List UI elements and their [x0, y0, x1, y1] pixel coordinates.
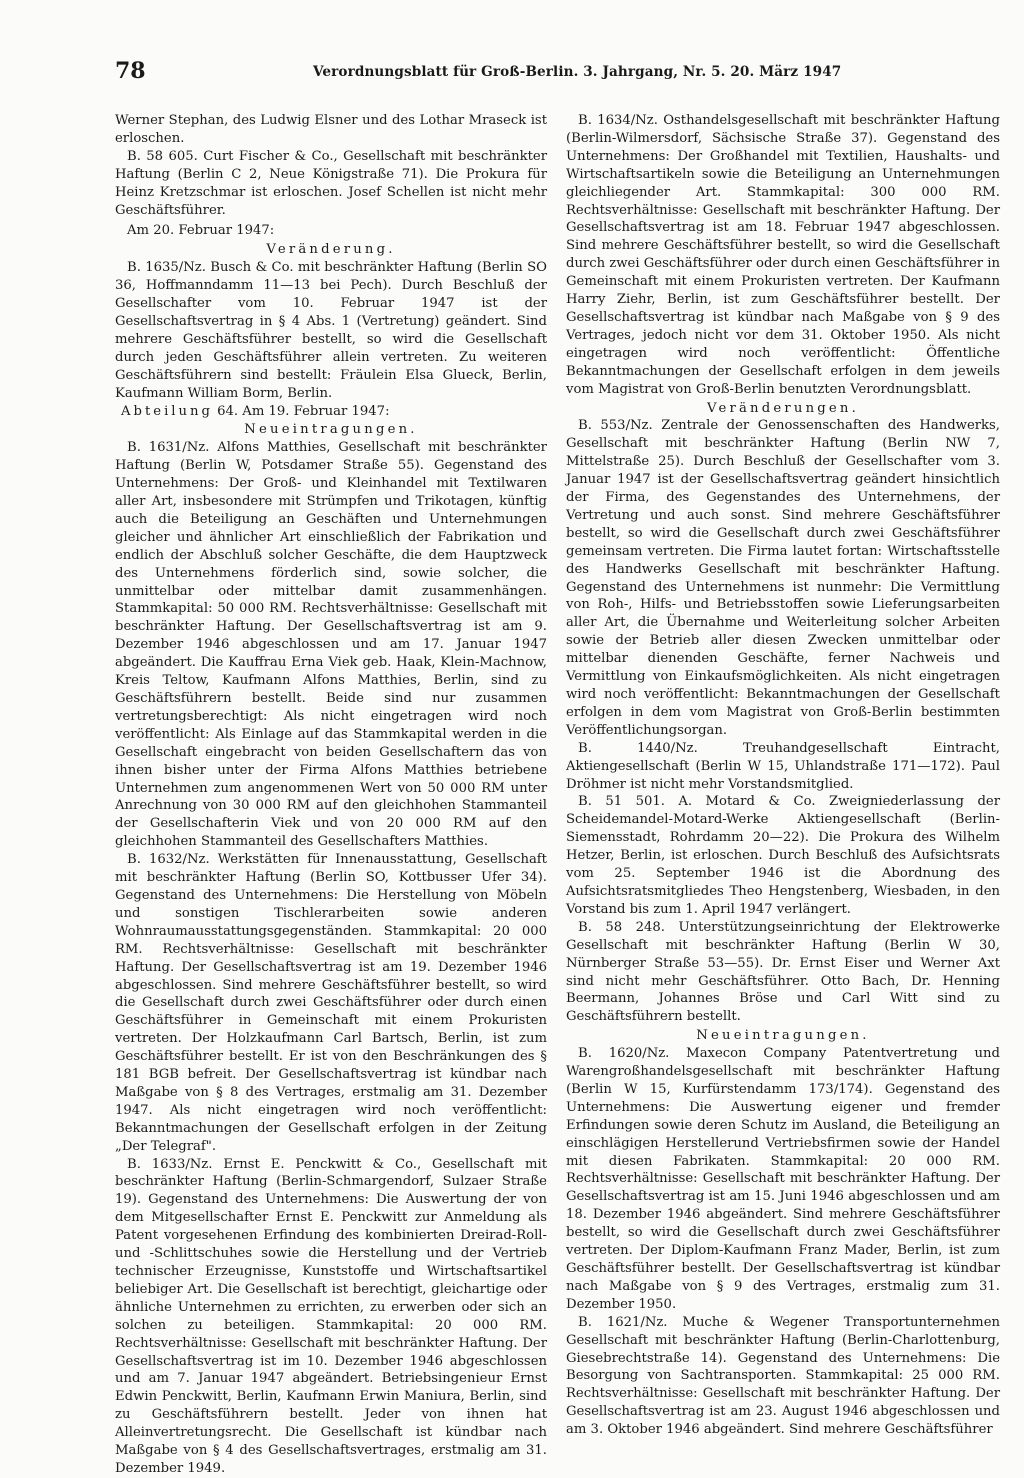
left-column	[115, 112, 547, 1478]
section-date: 64. Am 19. Februar 1947:	[212, 403, 390, 419]
paragraph: B. 1633/Nz. Ernst E. Penckwitt & Co., Gesellschaft mit beschränkter Haftung (Berlin-Schmargendorf, Sulzaer Straße 19). Gegenstand des Unternehmens: Die Auswertung der von dem Mitgesellschafter Ernst E. Penckwitt zur Anmeldung als Patent vorgesehenen Erfindung des kombinierten Dreirad-Roll- und -Schlittschuhes sowie die Herstellung und der Vertrieb technischer Erzeugnisse, Kunststoffe und Wirtschaftsartikel beliebiger Art. Die Gesellschaft ist berechtigt, gleichartige oder ähnliche Unternehmen zu errichten, zu erwerben oder sich an solchen zu beteiligen. Stammkapital: 20 000 RM. Rechtsverhältnisse: Gesellschaft mit beschränkter Haftung. Der Gesellschaftsvertrag ist im 10. Dezember 1946 abgeschlossen und am 7. Januar 1947 abgeändert. Betriebsingenieur Ernst Edwin Penckwitt, Berlin, Kaufmann Erwin Maniura, Berlin, sind zu Geschäftsführern bestellt. Jeder von ihnen hat Alleinvertretungsrecht. Die Gesellschaft ist kündbar nach Maßgabe von § 4 des Gesellschaftsvertrages, erstmalig am 31. Dezember 1949.	[115, 1156, 547, 1476]
paragraph: B. 1620/Nz. Maxecon Company Patentvertretung und Warengroßhandelsgesellschaft mit beschränkter Haftung (Berlin W 15, Kurfürstendamm 173/174). Gegenstand des Unternehmens: Die Auswertung eigener und fremder Erfindungen sowie deren Schutz im Ausland, die Beteiligung an einschlägigen Herstellerund Vertriebsfirmen sowie der Handel mit diesen Fabrikaten. Stammkapital: 20 000 RM. Rechtsverhältnisse: Gesellschaft mit beschränkter Haftung. Der Gesellschaftsvertrag ist am 15. Juni 1946 abgeschlossen und am 18. Dezember 1946 abgeändert. Sind mehrere Geschäftsführer bestellt, so wird die Gesellschaft durch zwei Geschäftsführer vertreten. Der Diplom-Kaufmann Franz Mader, Berlin, ist zum Geschäftsführer bestellt. Der Gesellschaftsvertrag ist kündbar nach Maßgabe von § 9 des Vertrages, erstmalig zum 31. Dezember 1950.	[566, 1046, 1000, 1312]
page-number: 78	[115, 58, 146, 84]
paragraph: B. 58 248. Unterstützungseinrichtung der Elektrowerke Gesellschaft mit beschränkter Haftung (Berlin W 30, Nürnberger Straße 53—55). Dr. Ernst Eiser und Werner Axt sind nicht mehr Geschäftsführer. Otto Bach, Dr. Henning Beermann, Johannes Bröse und Carl Witt sind zu Geschäftsführern bestellt.	[566, 919, 1000, 1025]
section-heading: Neueintragungen.	[696, 1028, 870, 1044]
date-line: Am 20. Februar 1947:	[127, 223, 275, 239]
paragraph: B. 58 605. Curt Fischer & Co., Gesellschaft mit beschränkter Haftung (Berlin C 2, Neue Königstraße 71). Die Prokura für Heinz Kretzschmar ist erloschen. Josef Schellen ist nicht mehr Geschäftsführer.	[115, 148, 547, 218]
section-heading: Veränderungen.	[706, 400, 860, 416]
paragraph: B. 1440/Nz. Treuhandgesellschaft Eintracht, Aktiengesellschaft (Berlin W 15, Uhlandstraße 171—172). Paul Dröhmer ist nicht mehr Vorstandsmitglied.	[566, 740, 1000, 792]
paragraph: B. 553/Nz. Zentrale der Genossenschaften des Handwerks, Gesellschaft mit beschränkter Haftung (Berlin NW 7, Mittelstraße 25). Durch Beschluß der Gesellschafter vom 3. Januar 1947 ist der Gesellschaftsvertrag geändert hinsichtlich der Firma, des Gegenstandes des Unternehmens, der Vertretung und auch sonst. Sind mehrere Geschäftsführer bestellt, so wird die Gesellschaft durch zwei Geschäftsführer gemeinsam vertreten. Die Firma lautet fortan: Wirtschaftsstelle des Handwerks Gesellschaft mit beschränkter Haftung. Gegenstand des Unternehmens ist nunmehr: Die Vermittlung von Roh-, Hilfs- und Betriebsstoffen sowie Lieferungsarbeiten aller Art, die Übernahme und Weiterleitung solcher Arbeiten sowie der Betrieb aller diesen Zwecken unmittelbar oder mittelbar dienenden Geschäfte, ferner Nachweis und Vermittlung von Einkaufsmöglichkeiten. Als nicht eingetragen wird noch veröffentlicht: Bekanntmachungen der Gesellschaft erfolgen in dem vom Magistrat von Groß-Berlin bestimmten Veröffentlichungsorgan.	[566, 418, 1000, 738]
section-heading: Veränderung.	[266, 242, 396, 258]
paragraph: B. 1632/Nz. Werkstätten für Innenausstattung, Gesellschaft mit beschränkter Haftung (Berlin SO, Kottbusser Ufer 34). Gegenstand des Unternehmens: Die Herstellung von Möbeln und sonstigen Tischlerarbeiten sowie anderen Wohnraumausstattungsgegenständen. Stammkapital: 20 000 RM. Rechtsverhältnisse: Gesellschaft mit beschränkter Haftung. Der Gesellschaftsvertrag ist am 19. Dezember 1946 abgeschlossen. Sind mehrere Geschäftsführer bestellt, so wird die Gesellschaft durch zwei Geschäftsführer oder durch einen Geschäftsführer in Gemeinschaft mit einem Prokuristen vertreten. Der Holzkaufmann Carl Bartsch, Berlin, ist zum Geschäftsführer bestellt. Er ist von den Beschränkungen des § 181 BGB befreit. Der Gesellschaftsvertrag ist kündbar nach Maßgabe von § 8 des Vertrages, erstmalig am 31. Dezember 1947. Als nicht eingetragen wird noch veröffentlicht: Bekanntmachungen der Gesellschaft erfolgen in der Zeitung „Der Telegraf".	[115, 852, 547, 1154]
paragraph: B. 1635/Nz. Busch & Co. mit beschränkter Haftung (Berlin SO 36, Hoffmanndamm 11—13 bei Pech). Durch Beschluß der Gesellschafter vom 10. Februar 1947 ist der Gesellschaftsvertrag in § 4 Abs. 1 (Vertretung) geändert. Sind mehrere Geschäftsführer bestellt, so wird die Gesellschaft durch jeden Geschäftsführer allein vertreten. Zu weiteren Geschäftsführern sind bestellt: Fräulein Elsa Glueck, Berlin, Kaufmann William Borm, Berlin.	[115, 260, 547, 401]
section-line	[115, 403, 547, 421]
page-header	[0, 58, 1024, 88]
paragraph: Werner Stephan, des Ludwig Elsner und des Lothar Mraseck ist erloschen.	[115, 113, 547, 146]
section-label: Abteilung	[121, 403, 213, 419]
paragraph: B. 1634/Nz. Osthandelsgesellschaft mit beschränkter Haftung (Berlin-Wilmersdorf, Sächsische Straße 37). Gegenstand des Unternehmens: Der Großhandel mit Textilien, Haushalts- und Wirtschaftsartikeln sowie die Beteiligung an Unternehmungen gleichliegender Art. Stammkapital: 300 000 RM. Rechtsverhältnisse: Gesellschaft mit beschränkter Haftung. Der Gesellschaftsvertrag ist am 18. Februar 1947 abgeschlossen. Sind mehrere Geschäftsführer bestellt, so wird die Gesellschaft durch zwei Geschäftsführer oder durch einen Geschäftsführer in Gemeinschaft mit einem Prokuristen vertreten. Der Kaufmann Harry Ziehr, Berlin, ist zum Geschäftsführer bestellt. Der Gesellschaftsvertrag ist kündbar nach Maßgabe von § 9 des Vertrages, jedoch nicht vor dem 31. Oktober 1950. Als nicht eingetragen wird noch veröffentlicht: Öffentliche Bekanntmachungen der Gesellschaft erfolgen in dem jeweils vom Magistrat von Groß-Berlin benutzten Verordnungsblatt.	[566, 113, 1001, 397]
paragraph: B. 51 501. A. Motard & Co. Zweigniederlassung der Scheidemandel-Motard-Werke Aktiengesellschaft (Berlin-Siemensstadt, Rohrdamm 20—22). Die Prokura des Wilhelm Hetzer, Berlin, ist erloschen. Durch Beschluß des Aufsichtsrats vom 25. September 1946 ist die Abordnung des Aufsichtsratsmitgliedes Theo Hengstenberg, Wiesbaden, in den Vorstand bis zum 1. April 1947 verlängert.	[566, 794, 1000, 917]
paragraph: B. 1631/Nz. Alfons Matthies, Gesellschaft mit beschränkter Haftung (Berlin W, Potsdamer Straße 55). Gegenstand des Unternehmens: Der Groß- und Kleinhandel mit Textilwaren aller Art, insbesondere mit Strümpfen und Trikotagen, künftig auch die Beteiligung an Geschäften und Unternehmungen gleicher und ähnlicher Art einschließlich der Fabrikation und endlich der Abschluß solcher Geschäfte, die dem Hauptzweck des Unternehmens förderlich sind, sowie solcher, die unmittelbar oder mittelbar damit zusammenhängen. Stammkapital: 50 000 RM. Rechtsverhältnisse: Gesellschaft mit beschränkter Haftung. Der Gesellschaftsvertrag ist am 9. Dezember 1946 abgeschlossen und am 17. Januar 1947 abgeändert. Die Kauffrau Erna Viek geb. Haak, Klein-Machnow, Kreis Teltow, Kaufmann Alfons Matthies, Berlin, sind zu Geschäftsführern bestellt. Beide sind nur zusammen vertretungsberechtigt: Als nicht eingetragen wird noch veröffentlicht: Als Einlage auf das Stammkapital werden in die Gesellschaft eingebracht von beiden Gesellschaftern das von ihnen bisher unter der Firma Alfons Matthies betriebene Unternehmen zum angenommenen Wert von 50 000 RM unter Anrechnung von 30 000 RM auf den gleichhohen Stammanteil der Gesellschafterin Viek und von 20 000 RM auf den gleichhohen Stammanteil des Gesellschafters Matthies.	[115, 440, 547, 850]
section-heading: Neueintragungen.	[244, 422, 418, 438]
running-title: Verordnungsblatt für Groß-Berlin. 3. Jahrgang, Nr. 5. 20. März 1947	[313, 64, 842, 80]
right-column	[566, 112, 1000, 1439]
paragraph: B. 1621/Nz. Muche & Wegener Transportunternehmen Gesellschaft mit beschränkter Haftung (Berlin-Charlottenburg, Giesebrechtstraße 14). Gegenstand des Unternehmens: Die Besorgung von Sachtransporten. Stammkapital: 25 000 RM. Rechtsverhältnisse: Gesellschaft mit beschränkter Haftung. Der Gesellschaftsvertrag ist am 23. August 1946 abgeschlossen und am 3. Oktober 1946 abgeändert. Sind mehrere Geschäftsführer	[566, 1314, 1000, 1438]
